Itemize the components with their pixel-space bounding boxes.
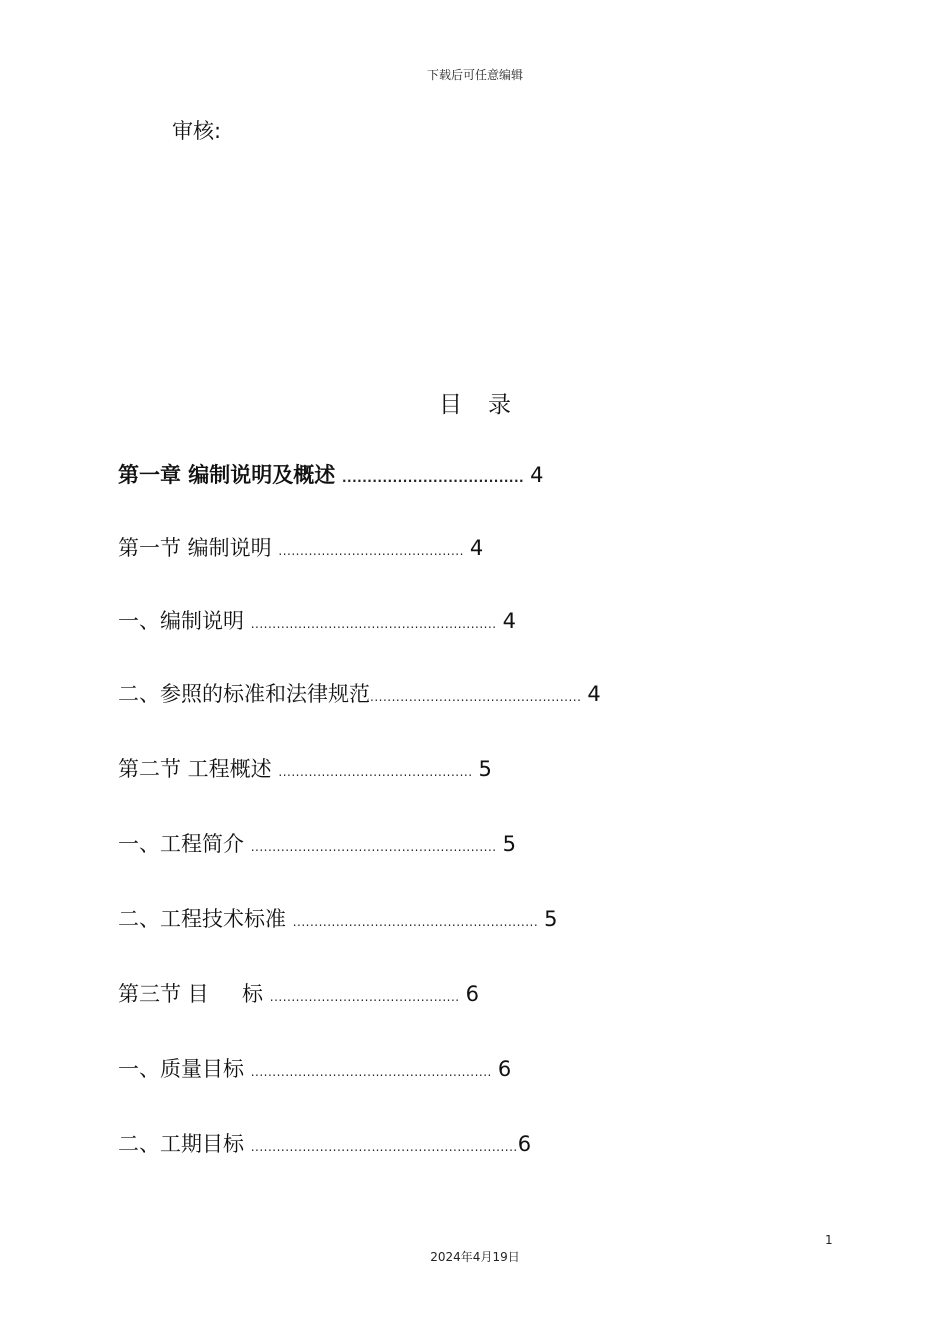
toc-entry-chapter-1[interactable] xyxy=(118,459,543,489)
toc-entry-label: 一、编制说明 xyxy=(118,609,244,633)
toc-entry-section-3[interactable] xyxy=(118,978,479,1008)
toc-entry-section-1[interactable] xyxy=(118,532,483,562)
toc-page-number: 5 xyxy=(478,757,492,781)
toc-entry-label: 二、工程技术标准 xyxy=(118,907,286,931)
page-number: 1 xyxy=(825,1233,833,1247)
toc-page-number: 4 xyxy=(469,536,484,560)
toc-entry-item-1-2[interactable] xyxy=(118,678,601,708)
toc-page-number: 6 xyxy=(497,1057,512,1081)
toc-leader-dots: .................................... xyxy=(342,471,525,485)
toc-entry-label: 第二节 工程概述 xyxy=(118,757,272,781)
toc-title xyxy=(0,386,950,419)
toc-entry-item-2-2[interactable] xyxy=(118,903,558,933)
toc-page-number: 4 xyxy=(502,609,516,633)
header-note: 下载后可任意编辑 xyxy=(426,68,523,82)
toc-entry-label: 第一节 编制说明 xyxy=(118,536,272,560)
toc-entry-label: 二、参照的标准和法律规范 xyxy=(118,682,370,706)
toc-page-number: 4 xyxy=(587,682,601,706)
toc-leader-dots: ............................…............................... xyxy=(250,1140,518,1154)
toc-entry-label: 第一章 编制说明及概述 xyxy=(118,463,336,487)
toc-entry-label: 二、工期目标 xyxy=(118,1132,244,1156)
reviewer-label: 审核: xyxy=(172,119,222,143)
toc-leader-dots: ................................................. xyxy=(370,690,582,704)
toc-leader-dots: ............................................ xyxy=(269,990,460,1004)
toc-title-part2: 录 xyxy=(488,392,511,418)
toc-entry-label: 一、工程简介 xyxy=(118,832,244,856)
toc-page-number: 6 xyxy=(517,1132,532,1156)
toc-entry-item-3-2[interactable] xyxy=(118,1128,531,1158)
toc-entry-item-2-1[interactable] xyxy=(118,828,516,858)
footer-date: 2024年4月19日 xyxy=(430,1250,520,1264)
toc-page-number: 5 xyxy=(544,907,558,931)
toc-leader-dots: ......................................................... xyxy=(250,840,497,854)
toc-leader-dots: ........................................... xyxy=(278,544,464,558)
toc-entry-section-2[interactable] xyxy=(118,753,492,783)
toc-leader-dots: ........................….............................. xyxy=(292,915,539,929)
toc-entry-label: 第三节 目 标 xyxy=(118,982,264,1006)
toc-leader-dots: ............................................. xyxy=(278,765,473,779)
toc-entry-item-1-1[interactable] xyxy=(118,605,516,635)
toc-title-part1: 目 xyxy=(439,392,462,418)
toc-leader-dots: ............................…......................... xyxy=(250,1065,492,1079)
toc-leader-dots: ......................................................... xyxy=(250,617,497,631)
toc-page-number: 6 xyxy=(465,982,479,1006)
toc-entry-label: 一、质量目标 xyxy=(118,1057,244,1081)
toc-page-number: 4 xyxy=(530,463,544,487)
toc-page-number: 5 xyxy=(502,832,516,856)
toc-entry-item-3-1[interactable] xyxy=(118,1053,511,1083)
